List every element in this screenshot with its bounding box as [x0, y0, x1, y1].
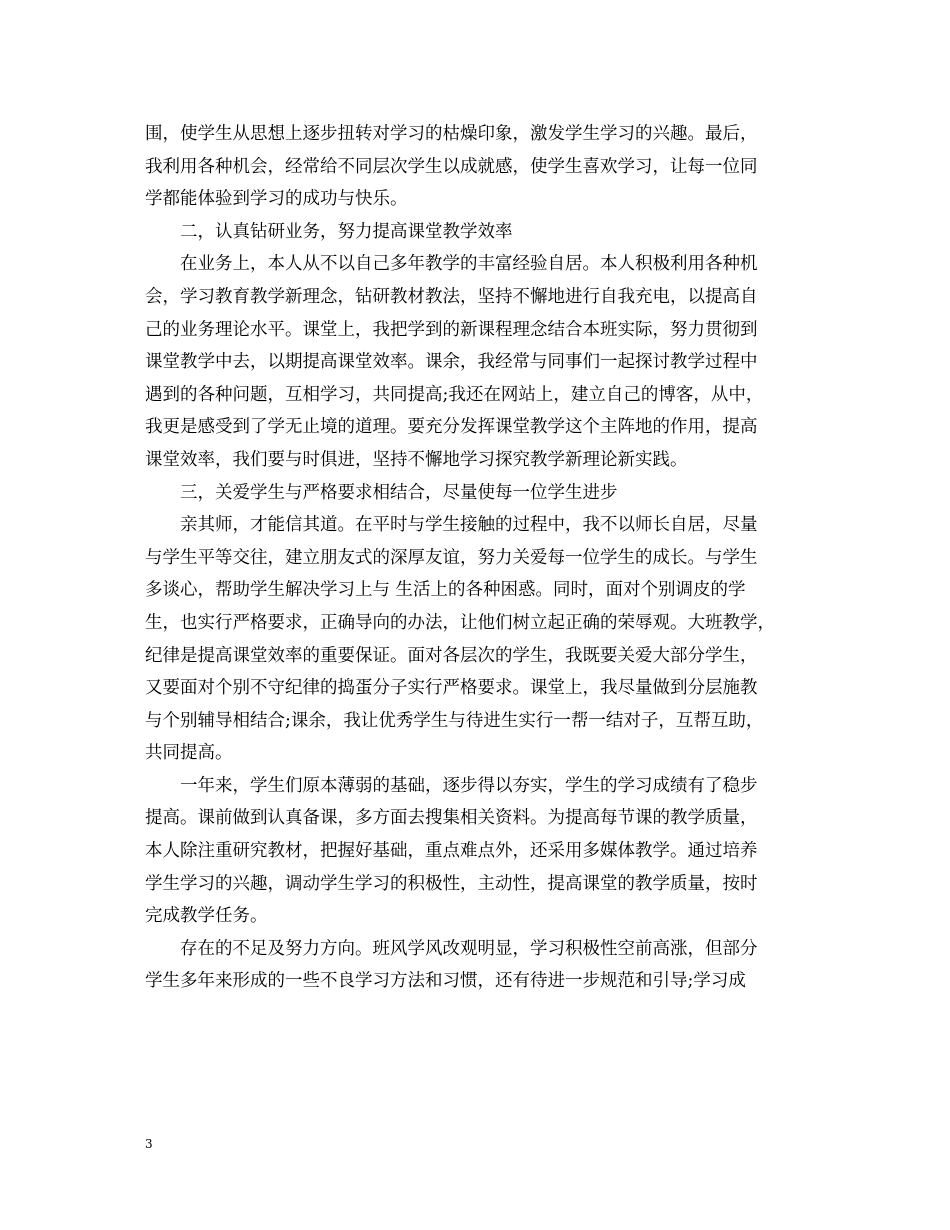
text-line: 存在的不足及努力方向。班风学风改观明显，学习积极性空前高涨，但部分 — [145, 938, 758, 959]
page-number: 3 — [145, 1137, 153, 1151]
section-heading-3: 三，关爱学生与严格要求相结合，尽量使每一位学生进步 — [145, 482, 618, 503]
text-line: 共同提高。 — [145, 743, 233, 764]
text-line: 会，学习教育教学新理念，钻研教材教法，坚持不懈地进行自我充电，以提高自 — [145, 286, 758, 307]
text-line: 我更是感受到了学无止境的道理。要充分发挥课堂教学这个主阵地的作用，提高 — [145, 417, 758, 438]
text-line: 生，也实行严格要求，正确导向的办法，让他们树立起正确的荣辱观。大班教学， — [145, 612, 775, 633]
text-line: 学都能体验到学习的成功与快乐。 — [145, 189, 408, 210]
text-line: 己的业务理论水平。课堂上，我把学到的新课程理念结合本班实际，努力贯彻到 — [145, 319, 758, 340]
section-heading-2: 二，认真钻研业务，努力提高课堂教学效率 — [145, 221, 513, 242]
text-line: 学生多年来形成的一些不良学习方法和习惯，还有待进一步规范和引导;学习成 — [145, 971, 746, 992]
text-line: 在业务上，本人从不以自己多年教学的丰富经验自居。本人积极利用各种机 — [145, 254, 758, 275]
text-line: 我利用各种机会，经常给不同层次学生以成就感，使学生喜欢学习，让每一位同 — [145, 156, 758, 177]
text-line: 围，使学生从思想上逐步扭转对学习的枯燥印象，激发学生学习的兴趣。最后， — [145, 124, 758, 144]
text-line: 学生学习的兴趣，调动学生学习的积极性，主动性，提高课堂的教学质量，按时 — [145, 873, 758, 894]
text-line: 纪律是提高课堂效率的重要保证。面对各层次的学生，我既要关爱大部分学生， — [145, 645, 758, 666]
text-line: 亲其师，才能信其道。在平时与学生接触的过程中，我不以师长自居，尽量 — [145, 515, 758, 536]
text-line: 本人除注重研究教材，把握好基础，重点难点外，还采用多媒体教学。通过培养 — [145, 841, 758, 862]
text-line: 课堂效率，我们要与时俱进，坚持不懈地学习探究教学新理论新实践。 — [145, 449, 688, 470]
text-line: 一年来，学生们原本薄弱的基础，逐步得以夯实，学生的学习成绩有了稳步 — [145, 775, 758, 796]
text-line: 与学生平等交往，建立朋友式的深厚友谊，努力关爱每一位学生的成长。与学生 — [145, 547, 758, 568]
text-line: 与个别辅导相结合;课余，我让优秀学生与待进生实行一帮一结对子，互帮互助， — [145, 710, 764, 731]
text-line: 又要面对个别不守纪律的捣蛋分子实行严格要求。课堂上，我尽量做到分层施教 — [145, 678, 758, 699]
text-line: 遇到的各种问题，互相学习，共同提高;我还在网站上，建立自己的博客，从中， — [145, 384, 764, 405]
text-line: 多谈心，帮助学生解决学习上与 生活上的各种困惑。同时，面对个别调皮的学 — [145, 580, 746, 601]
body-text — [145, 118, 810, 998]
text-line: 完成教学任务。 — [145, 906, 268, 927]
text-line: 提高。课前做到认真备课，多方面去搜集相关资料。为提高每节课的教学质量， — [145, 808, 758, 829]
text-line: 课堂教学中去，以期提高课堂效率。课余，我经常与同事们一起探讨教学过程中 — [145, 352, 758, 373]
